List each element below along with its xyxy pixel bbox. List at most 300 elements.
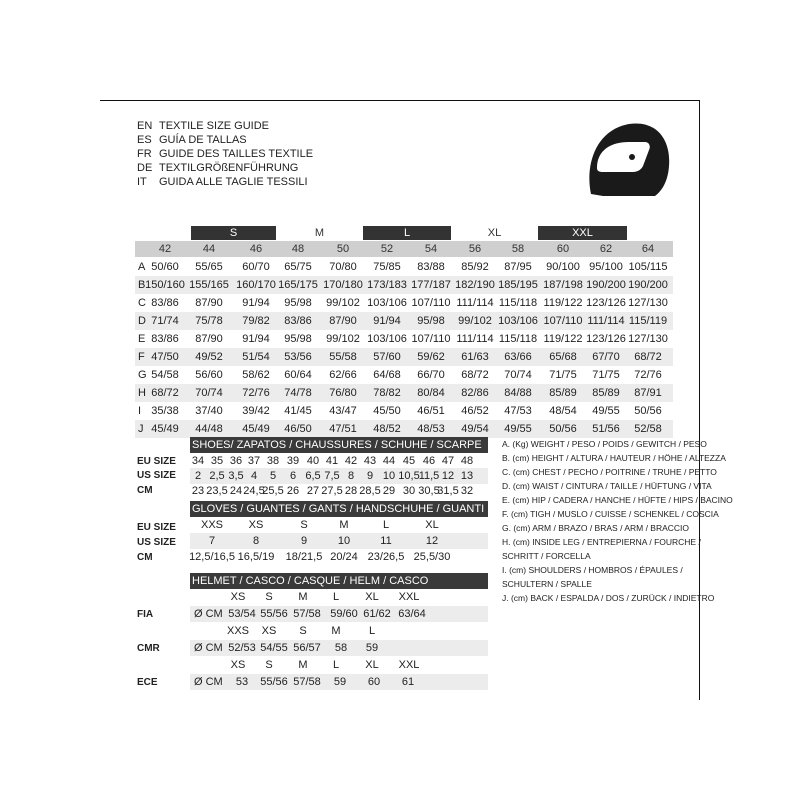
shoe-cell: 25,5 [262,485,284,497]
measurement-cell: 66/70 [417,369,445,381]
glove-cell: L [382,519,390,531]
shoe-cell: 37 [247,455,261,467]
shoe-cell: 23,5 [206,485,228,497]
measurement-cell: 99/102 [326,333,360,345]
glove-cell: 7 [208,535,216,547]
guide-text: GUIDE DES TAILLES TEXTILE [159,148,314,160]
guide-line [137,147,313,161]
shoe-cell: 2,5 [209,470,225,482]
size-group-label: L [363,226,451,240]
glove-cell: XXS [200,519,224,531]
shoe-cell: 3,5 [228,470,244,482]
eu-size-cell: 46 [249,243,263,255]
measurement-legend [502,437,733,605]
glove-cell: 12,5/16,5 [189,551,235,563]
measurement-cell: 111/114 [456,333,494,345]
measurement-cell: 72/76 [634,369,662,381]
guide-line [137,161,313,175]
measurement-cell: 68/72 [634,351,662,363]
helmet-title: HELMET / CASCO / CASQUE / HELM / CASCO [190,573,488,589]
helmet-value-cell: 61/62 [363,608,391,620]
legend-line: C. (cm) CHEST / PECHO / POITRINE / TRUHE / PETTO [502,467,717,477]
glove-cell: 10 [337,535,351,547]
shoe-cell: 35 [210,455,224,467]
helmet-size-cell: XL [365,659,379,671]
measurement-cell: 48/53 [417,423,445,435]
measurement-cell: 78/82 [373,387,401,399]
glove-cell: XL [425,519,439,531]
measurement-cell: 43/47 [329,405,357,417]
measurement-cell: 67/70 [592,351,620,363]
eu-size-cell: 44 [202,243,216,255]
measurement-cell: 99/102 [326,297,360,309]
measurement-cell: 70/80 [329,261,357,273]
glove-cell: 9 [300,535,308,547]
measurement-cell: 177/187 [411,279,451,291]
shoe-cell: 28,5 [359,485,381,497]
shoe-cell: 27,5 [321,485,343,497]
measurement-cell: 107/110 [543,315,583,327]
shoe-cell: 30,5 [418,485,440,497]
shoe-cell: 43 [363,455,377,467]
helmet-value-row [190,674,488,690]
legend-line: A. (Kg) WEIGHT / PESO / POIDS / GEWITCH / PESO [502,439,707,449]
glove-row [190,533,488,549]
measurement-cell: 49/55 [592,405,620,417]
measurement-cell: 51/54 [242,351,270,363]
measurement-cell: 65/68 [549,351,577,363]
measurement-cell: 46/52 [461,405,489,417]
helmet-size-cell: XL [365,591,379,603]
measurement-cell: 84/88 [504,387,532,399]
measurement-cell: 111/114 [587,315,625,327]
shoe-row [190,453,488,469]
helmet-size-cell: L [332,591,340,603]
lang-code: FR [137,148,152,160]
helmet-standard-label: FIA [137,609,154,620]
helmet-value-cell: 55/56 [260,676,288,688]
shoe-cell: 34 [191,455,205,467]
helmet-size-row [190,589,488,605]
measurement-cell: 83/88 [417,261,445,273]
helmet-size-cell: L [332,659,340,671]
row-label: C [138,297,146,309]
measurement-cell: 68/72 [461,369,489,381]
measurement-cell: 53/56 [284,351,312,363]
helmet-icon [583,116,673,206]
row-label: J [138,423,144,435]
row-label: H [138,387,146,399]
measurement-row [135,276,673,294]
shoe-row [190,468,488,484]
measurement-cell: 48/52 [373,423,401,435]
measurement-cell: 85/92 [461,261,489,273]
size-group-label: M [314,227,325,239]
legend-line: I. (cm) SHOULDERS / HOMBROS / ÉPAULES / [502,565,683,575]
glove-cell: 23/26,5 [367,551,405,563]
measurement-row [135,258,673,276]
helmet-size-cell: M [298,591,308,603]
lang-code: EN [137,120,153,132]
measurement-cell: 57/60 [373,351,401,363]
helmet-unit: Ø CM [194,642,223,654]
row-label: G [138,369,147,381]
gloves-title: GLOVES / GUANTES / GANTS / HANDSCHUHE / GUANTI [190,501,488,517]
shoe-cell: 11,5 [418,470,440,482]
measurement-cell: 60/64 [284,369,312,381]
helmet-value-cell: 54/55 [260,642,288,654]
measurement-cell: 119/122 [543,297,583,309]
helmet-value-cell: 59 [333,676,347,688]
helmet-size-row [190,623,488,639]
row-label: B [138,279,146,291]
measurement-cell: 47/50 [151,351,179,363]
measurement-cell: 71/74 [151,315,179,327]
frame-right-line [699,100,700,700]
measurement-cell: 127/130 [628,297,668,309]
helmet-size-cell: L [368,625,376,637]
row-label: A [138,261,146,273]
helmet-value-cell: 53/54 [228,608,256,620]
measurement-cell: 111/114 [456,297,494,309]
lang-code: IT [137,176,147,188]
measurement-cell: 190/200 [586,279,626,291]
legend-line: SCHULTERN / SPALLE [502,579,592,589]
shoe-row-label: CM [137,485,153,496]
measurement-cell: 87/91 [634,387,662,399]
helmet-value-cell: 61 [401,676,415,688]
measurement-cell: 71/75 [592,369,620,381]
measurement-cell: 185/195 [498,279,538,291]
shoe-cell: 27 [306,485,320,497]
shoe-cell: 23 [191,485,205,497]
helmet-value-cell: 57/58 [293,608,321,620]
helmet-size-cell: M [298,659,308,671]
shoe-row [190,483,488,499]
shoe-cell: 10,5 [398,470,420,482]
measurement-cell: 47/53 [504,405,532,417]
measurement-cell: 182/190 [455,279,495,291]
glove-cell: 18/21,5 [285,551,323,563]
shoe-cell: 6 [289,470,297,482]
eu-size-cell: 48 [291,243,305,255]
glove-cell: 25,5/30 [413,551,451,563]
lang-code: ES [137,134,152,146]
measurement-cell: 155/165 [189,279,229,291]
shoe-cell: 47 [441,455,455,467]
guide-line [137,175,313,189]
measurement-cell: 103/106 [498,315,538,327]
measurement-cell: 44/48 [195,423,223,435]
measurement-cell: 64/68 [373,369,401,381]
measurement-row [135,294,673,312]
shoe-cell: 6,5 [305,470,321,482]
shoe-cell: 10 [382,470,396,482]
measurement-cell: 37/40 [195,405,223,417]
eu-size-cell: 50 [336,243,350,255]
shoe-cell: 24,5 [243,485,265,497]
measurement-cell: 107/110 [411,297,451,309]
measurement-cell: 173/183 [367,279,407,291]
shoe-cell: 40 [306,455,320,467]
helmet-value-cell: 59 [365,642,379,654]
eu-size-cell: 54 [424,243,438,255]
glove-row-label: EU SIZE [137,522,176,533]
shoe-cell: 38 [266,455,280,467]
measurement-cell: 52/58 [634,423,662,435]
measurement-cell: 160/170 [236,279,276,291]
guide-text: TEXTILE SIZE GUIDE [159,120,270,132]
shoe-cell: 48 [460,455,474,467]
measurement-cell: 48/54 [549,405,577,417]
helmet-unit: Ø CM [194,676,223,688]
measurement-cell: 45/49 [151,423,179,435]
frame-top-line [100,100,700,101]
measurement-cell: 45/50 [373,405,401,417]
measurement-cell: 150/160 [145,279,185,291]
glove-cell: M [339,519,349,531]
helmet-size-cell: M [331,625,341,637]
glove-row [190,517,488,533]
measurement-cell: 49/55 [504,423,532,435]
measurement-cell: 80/84 [417,387,445,399]
shoe-cell: 8 [347,470,355,482]
measurement-cell: 49/52 [195,351,223,363]
size-group-label: XL [487,227,502,239]
glove-row-label: US SIZE [137,537,176,548]
eu-size-cell: 60 [556,243,570,255]
helmet-value-cell: 59/60 [330,608,358,620]
measurement-cell: 115/119 [628,315,668,327]
measurement-cell: 91/94 [373,315,401,327]
measurement-cell: 68/72 [151,387,179,399]
eu-size-cell: 58 [511,243,525,255]
shoe-cell: 9 [366,470,374,482]
helmet-size-cell: S [265,591,273,603]
measurement-cell: 91/94 [242,333,270,345]
helmet-value-cell: 55/56 [260,608,288,620]
helmet-size-cell: XXL [398,659,420,671]
shoe-cell: 39 [286,455,300,467]
shoe-cell: 26 [286,485,300,497]
shoe-cell: 46 [422,455,436,467]
measurement-cell: 39/42 [242,405,270,417]
measurement-cell: 50/60 [151,261,179,273]
legend-line: B. (cm) HEIGHT / ALTURA / HAUTEUR / HÖHE / ALTEZZA [502,453,726,463]
measurement-cell: 95/100 [589,261,623,273]
shoe-cell: 7,5 [324,470,340,482]
measurement-row [135,330,673,348]
guide-line [137,133,313,147]
measurement-cell: 127/130 [628,333,668,345]
helmet-standard-label: ECE [137,677,158,688]
measurement-cell: 123/126 [586,297,626,309]
shoe-cell: 13 [460,470,474,482]
measurement-cell: 50/56 [549,423,577,435]
measurement-cell: 54/58 [151,369,179,381]
shoe-cell: 5 [269,470,277,482]
legend-line: E. (cm) HIP / CADERA / HANCHE / HÜFTE / HIPS / BACINO [502,495,733,505]
legend-line: F. (cm) TIGH / MUSLO / CUISSE / SCHENKEL / COSCIA [502,509,719,519]
row-label: D [138,315,146,327]
measurement-cell: 99/102 [458,315,492,327]
helmet-size-cell: S [299,625,307,637]
shoe-cell: 4 [250,470,258,482]
measurement-row [135,402,673,420]
measurement-cell: 46/50 [284,423,312,435]
measurement-cell: 35/38 [151,405,179,417]
guide-line [137,119,313,133]
measurement-cell: 90/100 [546,261,580,273]
size-group-label: XXL [538,226,627,240]
measurement-cell: 103/106 [367,297,407,309]
measurement-cell: 63/66 [504,351,532,363]
measurement-row [135,420,673,438]
eu-size-cell: 64 [641,243,655,255]
eu-size-cell: 56 [468,243,482,255]
glove-cell: 16,5/19 [237,551,275,563]
glove-cell: XS [248,519,264,531]
size-guide-title [137,119,313,189]
measurement-cell: 190/200 [628,279,668,291]
row-label: F [138,351,145,363]
measurement-cell: 85/89 [592,387,620,399]
measurement-cell: 115/118 [498,333,538,345]
helmet-value-row [190,640,488,656]
eu-size-cell: 42 [158,243,172,255]
shoe-cell: 12 [441,470,455,482]
measurement-row [135,348,673,366]
measurement-cell: 49/54 [461,423,489,435]
measurement-cell: 51/56 [592,423,620,435]
measurement-cell: 115/118 [498,297,538,309]
shoe-row-label: EU SIZE [137,456,176,467]
shoe-cell: 2 [194,470,202,482]
measurement-cell: 123/126 [586,333,626,345]
measurement-cell: 85/89 [549,387,577,399]
glove-cell: 20/24 [330,551,358,563]
measurement-cell: 83/86 [284,315,312,327]
measurement-cell: 95/98 [417,315,445,327]
helmet-size-cell: XS [230,591,246,603]
row-label: I [138,405,142,417]
helmet-value-cell: 63/64 [398,608,426,620]
helmet-size-cell: S [265,659,273,671]
measurement-cell: 70/74 [195,387,223,399]
measurement-row [135,366,673,384]
measurement-cell: 79/82 [242,315,270,327]
measurement-cell: 105/115 [628,261,668,273]
legend-line: SCHRITT / FORCELLA [502,551,591,561]
measurement-cell: 74/78 [284,387,312,399]
legend-line: H. (cm) INSIDE LEG / ENTREPIERNA / FOURCHE / [502,537,701,547]
guide-text: GUIDA ALLE TAGLIE TESSILI [159,176,308,188]
helmet-value-cell: 56/57 [293,642,321,654]
helmet-value-cell: 57/58 [293,676,321,688]
shoe-cell: 32 [460,485,474,497]
shoe-cell: 31,5 [437,485,459,497]
measurement-cell: 91/94 [242,297,270,309]
helmet-value-cell: 60 [367,676,381,688]
lang-code: DE [137,162,153,174]
measurement-cell: 75/85 [373,261,401,273]
measurement-cell: 56/60 [195,369,223,381]
measurement-cell: 65/75 [284,261,312,273]
glove-row [190,549,488,565]
measurement-cell: 55/58 [329,351,357,363]
shoe-cell: 42 [344,455,358,467]
shoe-cell: 24 [229,485,243,497]
measurement-cell: 165/175 [278,279,318,291]
measurement-cell: 107/110 [411,333,451,345]
size-group-label: S [191,226,276,240]
guide-text: TEXTILGRÖßENFÜHRUNG [159,162,299,174]
measurement-cell: 47/51 [329,423,357,435]
measurement-cell: 46/51 [417,405,445,417]
measurement-cell: 58/62 [242,369,270,381]
helmet-value-cell: 52/53 [228,642,256,654]
helmet-size-cell: XXS [226,625,250,637]
measurement-cell: 45/49 [242,423,270,435]
helmet-size-cell: XS [230,659,246,671]
shoe-cell: 36 [229,455,243,467]
measurement-cell: 87/90 [195,297,223,309]
shoe-cell: 28 [344,485,358,497]
measurement-cell: 119/122 [543,333,583,345]
guide-text: GUÍA DE TALLAS [159,134,247,146]
measurement-cell: 82/86 [461,387,489,399]
shoe-cell: 29 [382,485,396,497]
measurement-cell: 72/76 [242,387,270,399]
measurement-row [135,384,673,402]
measurement-cell: 95/98 [284,333,312,345]
row-label: E [138,333,146,345]
measurement-cell: 70/74 [504,369,532,381]
measurement-cell: 41/45 [284,405,312,417]
shoe-cell: 41 [325,455,339,467]
shoes-title: SHOES/ ZAPATOS / CHAUSSURES / SCHUHE / SCARPE [190,437,488,453]
eu-size-row [135,241,673,257]
measurement-cell: 83/86 [151,333,179,345]
helmet-value-cell: 53 [235,676,249,688]
measurement-row [135,312,673,330]
eu-size-cell: 62 [599,243,613,255]
glove-row-label: CM [137,552,153,563]
measurement-cell: 103/106 [367,333,407,345]
measurement-cell: 187/198 [543,279,583,291]
measurement-cell: 55/65 [195,261,223,273]
glove-cell: 8 [252,535,260,547]
shoe-cell: 44 [382,455,396,467]
shoe-row-label: US SIZE [137,470,176,481]
measurement-cell: 170/180 [323,279,363,291]
helmet-unit: Ø CM [194,608,223,620]
helmet-standard-label: CMR [137,643,160,654]
glove-cell: 12 [425,535,439,547]
measurement-cell: 83/86 [151,297,179,309]
helmet-size-cell: XS [261,625,277,637]
shoe-cell: 30 [402,485,416,497]
helmet-size-cell: XXL [398,591,420,603]
legend-line: D. (cm) WAIST / CINTURA / TAILLE / HÜFTUNG / VITA [502,481,712,491]
measurement-cell: 71/75 [549,369,577,381]
measurement-cell: 76/80 [329,387,357,399]
measurement-cell: 95/98 [284,297,312,309]
legend-line: J. (cm) BACK / ESPALDA / DOS / ZURÜCK / INDIETRO [502,593,715,603]
measurement-cell: 59/62 [417,351,445,363]
shoe-cell: 45 [402,455,416,467]
helmet-value-cell: 58 [334,642,348,654]
